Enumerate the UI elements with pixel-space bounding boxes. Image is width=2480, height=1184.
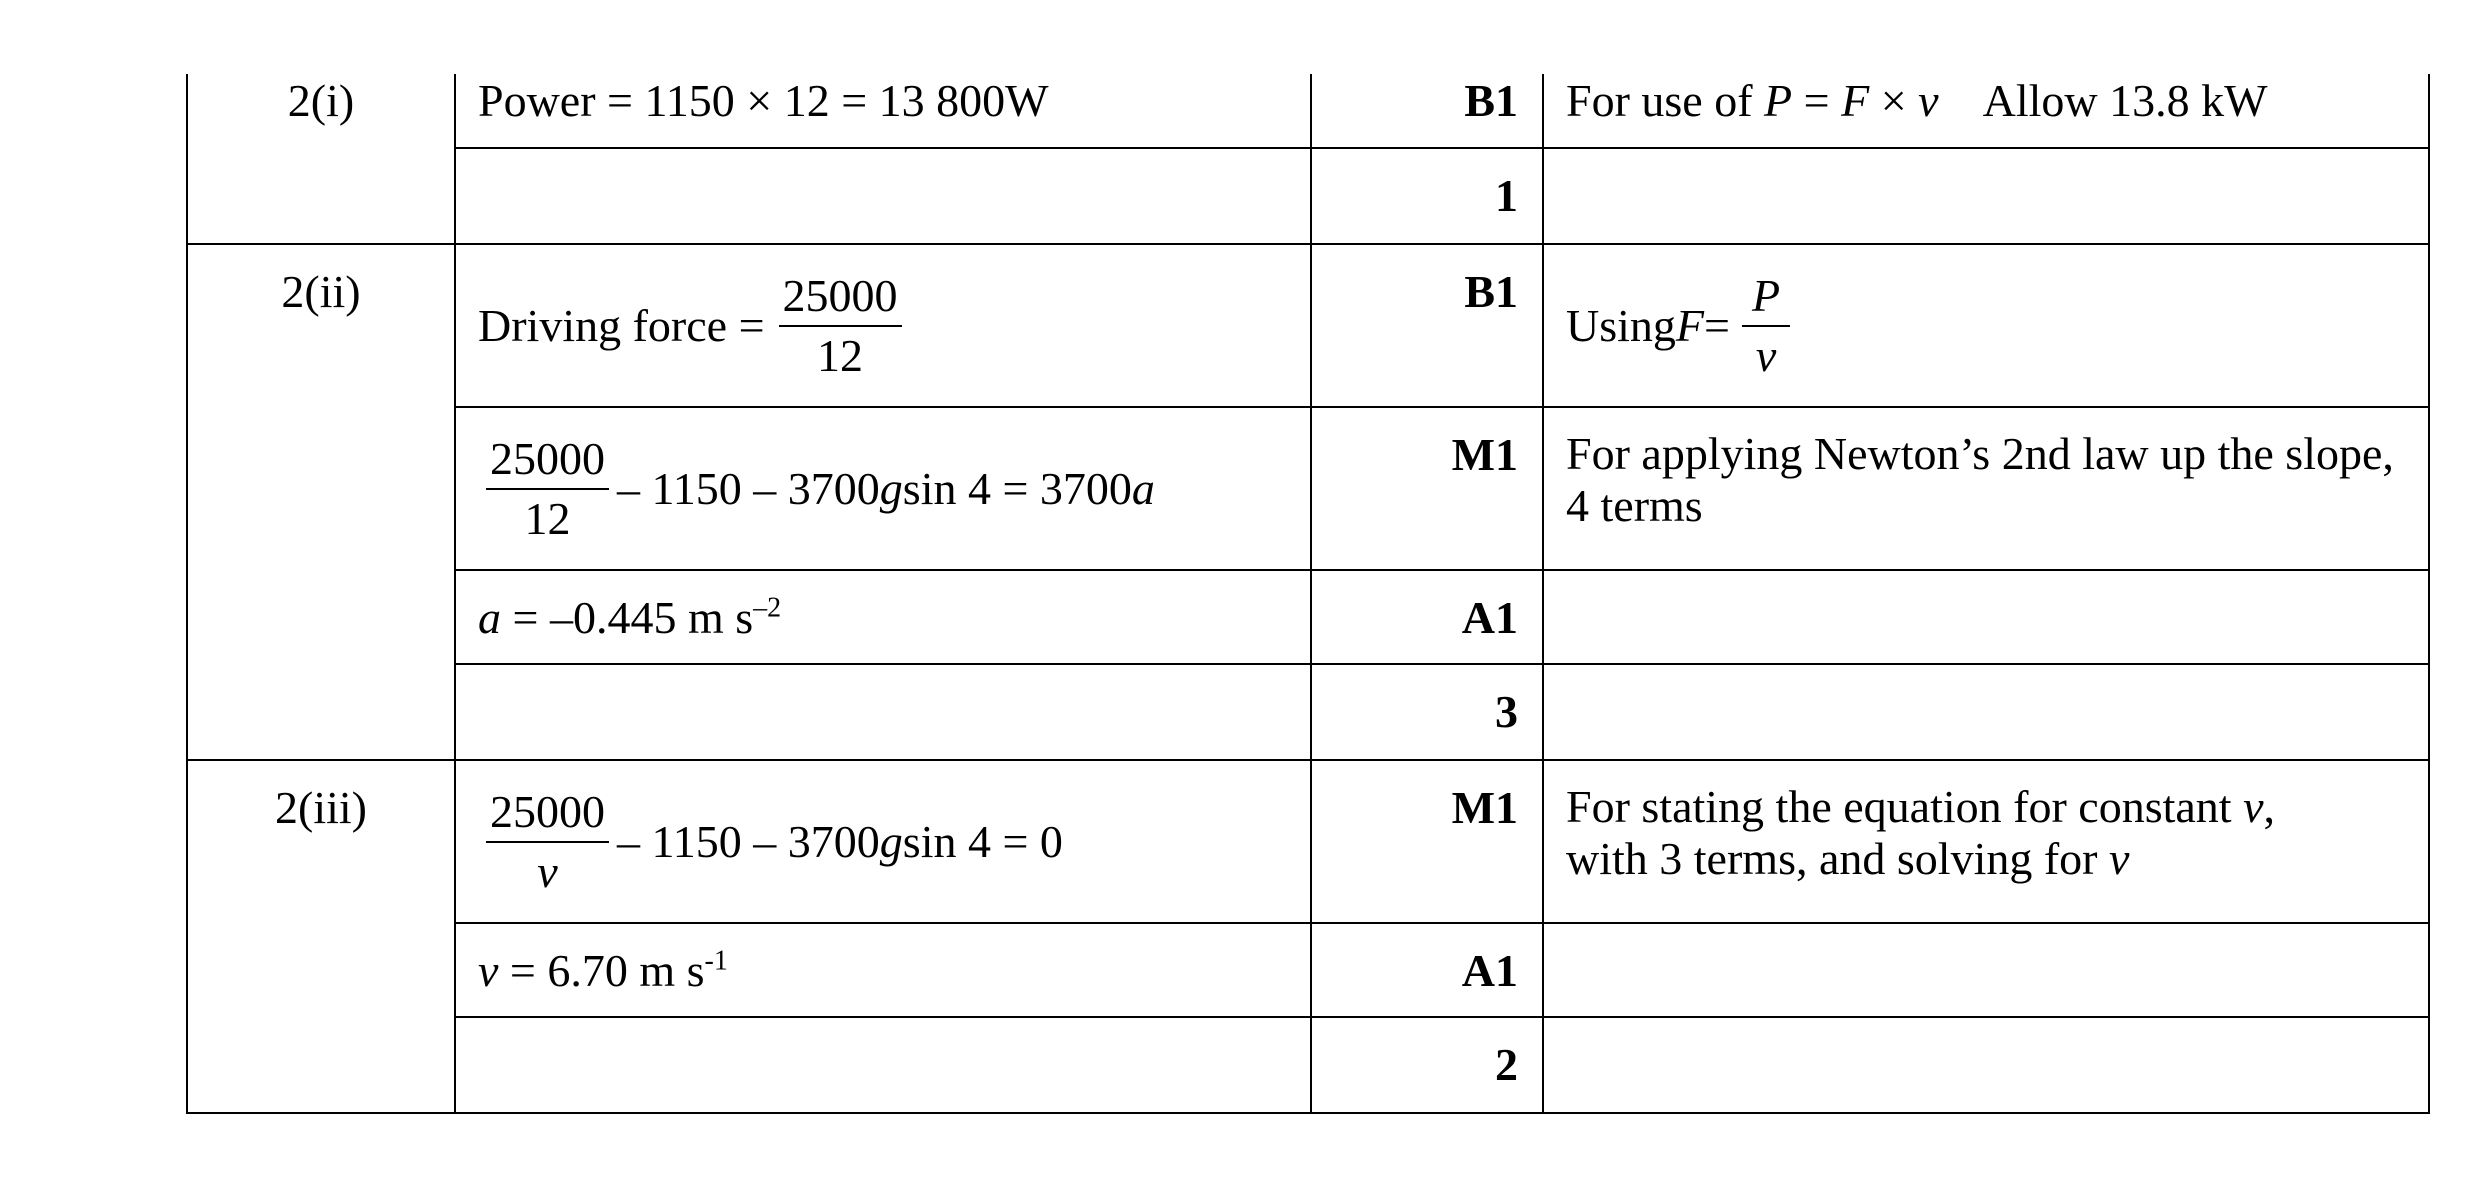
comment-text: = <box>1704 299 1730 351</box>
total-mark: 3 <box>1495 686 1518 737</box>
fraction <box>779 267 902 385</box>
total-mark: 2 <box>1495 1039 1518 1090</box>
comment-text: Allow 13.8 kW <box>1982 75 2268 126</box>
total-mark-cell <box>1311 148 1543 244</box>
comment-cell <box>1543 1017 2429 1113</box>
comment-symbol: F <box>1675 299 1705 351</box>
mark-text: M1 <box>1451 782 1518 833</box>
answer-text: sin 4 = 0 <box>902 815 1063 867</box>
answer-text: Driving force = <box>478 299 765 351</box>
fraction <box>486 430 609 548</box>
table-row <box>187 664 2429 760</box>
comment-symbol: v <box>1918 75 1939 126</box>
mark-text: A1 <box>1461 945 1518 996</box>
table-row <box>187 74 2429 148</box>
mark-scheme-table <box>186 74 2430 1114</box>
mark-cell <box>1311 760 1543 923</box>
comment-symbol: P <box>1764 75 1793 126</box>
mark-cell <box>1311 407 1543 570</box>
answer-symbol: v <box>478 945 499 996</box>
mark-text: M1 <box>1451 429 1518 480</box>
total-mark-cell <box>1311 1017 1543 1113</box>
answer-text: Power = 1150 × 12 = 13 800W <box>478 75 1049 126</box>
answer-superscript: -1 <box>704 945 728 977</box>
question-label: 2(ii) <box>281 266 361 317</box>
question-number <box>187 74 455 244</box>
comment-text: For use of <box>1566 75 1765 126</box>
answer-text: – 1150 – 3700 <box>617 462 880 514</box>
fraction-denominator: v <box>1755 329 1777 381</box>
mark-cell <box>1311 923 1543 1017</box>
answer-cell <box>455 407 1311 570</box>
table-row <box>187 1017 2429 1113</box>
answer-cell <box>455 760 1311 923</box>
comment-text: × <box>1869 75 1919 126</box>
answer-cell <box>455 148 1311 244</box>
answer-symbol: g <box>879 815 903 867</box>
comment-cell <box>1543 407 2429 570</box>
comment-cell <box>1543 664 2429 760</box>
fraction-numerator: 25000 <box>486 783 609 843</box>
mark-cell <box>1311 74 1543 148</box>
comment-cell <box>1543 570 2429 664</box>
answer-cell <box>455 570 1311 664</box>
comment-cell <box>1543 923 2429 1017</box>
table-row <box>187 407 2429 570</box>
mark-text: B1 <box>1464 75 1518 126</box>
comment-text: For applying Newton’s 2nd law up the slope, 4 terms <box>1566 428 2394 531</box>
comment-text: For stating the equation for constant <box>1566 781 2244 832</box>
answer-superscript: –2 <box>753 592 782 624</box>
table-row <box>187 760 2429 923</box>
answer-text: = 6.70 m s <box>498 945 705 996</box>
answer-text: sin 4 = 3700 <box>902 462 1132 514</box>
total-mark-cell <box>1311 664 1543 760</box>
answer-cell <box>455 664 1311 760</box>
answer-cell <box>455 244 1311 407</box>
answer-cell <box>455 74 1311 148</box>
fraction-numerator: 25000 <box>779 267 902 327</box>
table-row <box>187 244 2429 407</box>
mark-cell <box>1311 570 1543 664</box>
mark-text: A1 <box>1461 592 1518 643</box>
question-label: 2(iii) <box>275 782 367 833</box>
comment-symbol: v <box>2109 833 2130 884</box>
question-number <box>187 760 455 1113</box>
comment-symbol: F <box>1841 75 1870 126</box>
comment-text: with 3 terms, and solving for <box>1566 833 2109 884</box>
mark-text: B1 <box>1464 266 1518 317</box>
table-row <box>187 570 2429 664</box>
mark-cell <box>1311 244 1543 407</box>
comment-cell <box>1543 244 2429 407</box>
fraction-numerator: 25000 <box>486 430 609 490</box>
comment-text: , <box>2263 781 2276 832</box>
table-row <box>187 923 2429 1017</box>
answer-cell <box>455 923 1311 1017</box>
comment-cell <box>1543 148 2429 244</box>
comment-text: = <box>1792 75 1842 126</box>
fraction-denominator: 12 <box>817 329 864 381</box>
comment-text: Using <box>1566 299 1676 351</box>
comment-cell <box>1543 74 2429 148</box>
table-row <box>187 148 2429 244</box>
fraction-numerator: P <box>1742 267 1790 327</box>
question-label: 2(i) <box>287 75 355 126</box>
answer-symbol: g <box>879 462 903 514</box>
question-number <box>187 244 455 760</box>
answer-cell <box>455 1017 1311 1113</box>
answer-text: – 1150 – 3700 <box>617 815 880 867</box>
comment-cell <box>1543 760 2429 923</box>
answer-text: = –0.445 m s <box>501 592 754 643</box>
comment-symbol: v <box>2243 781 2264 832</box>
fraction <box>1742 267 1790 385</box>
total-mark: 1 <box>1495 170 1518 221</box>
fraction-denominator: 12 <box>524 492 571 544</box>
fraction-denominator: v <box>537 845 558 897</box>
answer-symbol: a <box>478 592 501 643</box>
answer-symbol: a <box>1131 462 1155 514</box>
fraction <box>486 783 609 901</box>
